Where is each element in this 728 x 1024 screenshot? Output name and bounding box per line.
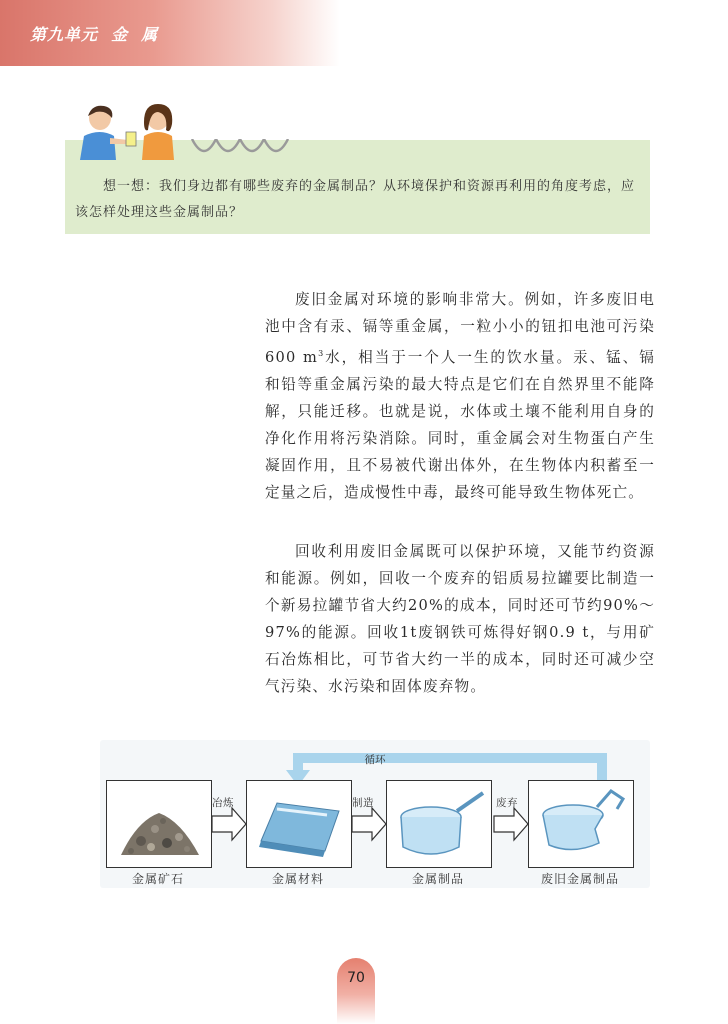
boy-figure [80, 106, 128, 160]
cycle-label: 循环 [364, 754, 386, 766]
paragraph-2: 回收利用废旧金属既可以保护环境，又能节约资源和能源。例如，回收一个废弃的铝质易拉罐要比制造一个新易拉罐节省大约20%的成本，同时还可节约90%～97%的能源。回收1t废钢铁可炼得好钢0.9 t，与用矿石冶炼相比，可节省大约一半的成本，同时还可减少空气污染、水污染和固体废弃物。 [265, 543, 655, 695]
page-number: 70 [347, 970, 365, 986]
manufacturing-label: 制造 [352, 797, 374, 809]
ore-box [106, 780, 212, 868]
caption-product: 金属制品 [411, 872, 464, 886]
discard-label: 废弃 [496, 797, 518, 809]
smelting-label: 冶炼 [212, 797, 234, 809]
caption-scrap: 废旧金属制品 [540, 872, 619, 886]
thought-bubbles [188, 139, 298, 159]
caption-ore: 金属矿石 [131, 872, 184, 886]
girl-figure [142, 104, 174, 160]
scrap-box [528, 780, 634, 868]
pot-icon [387, 781, 491, 867]
page-number-tab [337, 958, 375, 1024]
beaker-figure [126, 132, 136, 146]
product-box [386, 780, 492, 868]
caption-material: 金属材料 [271, 872, 324, 886]
metal-ingot-icon [247, 781, 351, 867]
damaged-pot-icon [529, 781, 633, 867]
unit-title: 第九单元 金 属 [30, 25, 159, 44]
ore-pile-icon [107, 781, 211, 867]
paragraph-1: 废旧金属对环境的影响非常大。例如，许多废旧电池中含有汞、镉等重金属，一粒小小的钮扣电池可污染600 $m^3$水，相当于一个人一生的饮水量。汞、锰、镉和铅等重金属污染的最大特点是它们在自然界里不能降解，只能迁移。也就是说，水体或土壤不能利用自身的净化作用将污染消除。同时，重金属会对生物蛋白产生凝固作用，且不易被代谢出体外，在生物体内积蓄至一定量之后，造成慢性中毒，最终可能导致生物体死亡。 [265, 291, 655, 501]
children-illustration [66, 104, 186, 160]
think-question: 想一想：我们身边都有哪些废弃的金属制品？从环境保护和资源再利用的角度考虑，应该怎样处理这些金属制品？ [75, 179, 636, 220]
recycling-diagram [100, 740, 650, 890]
material-box [246, 780, 352, 868]
